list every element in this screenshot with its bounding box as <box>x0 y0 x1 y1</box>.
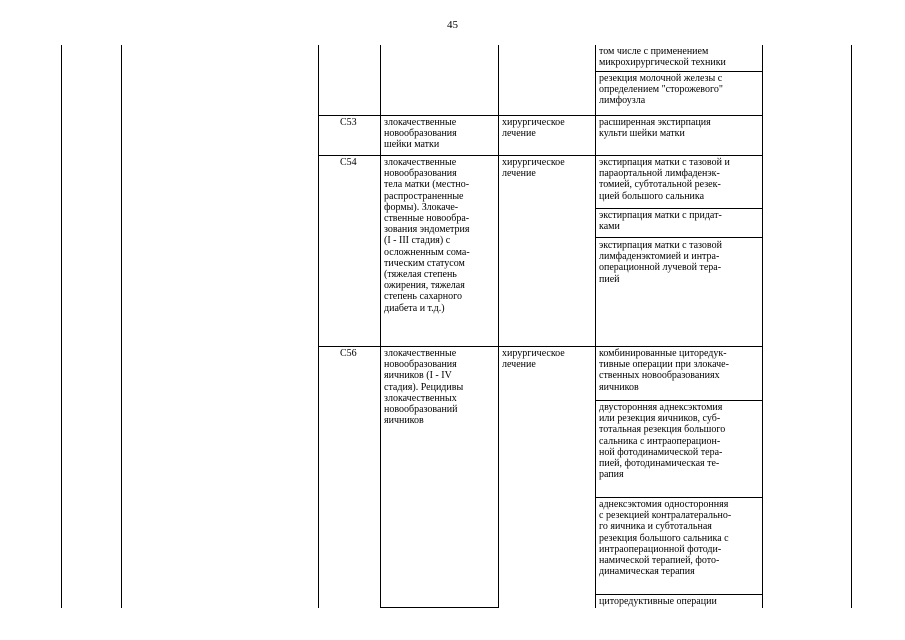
method-rule <box>595 208 762 209</box>
method-cell: резекция молочной железы с определением "сторожевого" лимфоузла <box>599 73 723 107</box>
row-rule <box>318 115 762 116</box>
method-cell: экстирпация матки с придат- ками <box>599 210 722 233</box>
method-cell: расширенная экстирпация культи шейки матки <box>599 117 711 140</box>
method-cell: комбинированные циторедук- тивные операции при злокаче- ственных новообразованиях яичников <box>599 348 729 393</box>
column-rule <box>380 45 381 608</box>
row-rule <box>380 607 498 608</box>
method-rule <box>595 71 762 72</box>
method-rule <box>595 237 762 238</box>
column-rule <box>318 45 319 608</box>
code-cell: C54 <box>340 157 357 168</box>
column-rule <box>121 45 122 608</box>
column-rule <box>61 45 62 608</box>
method-rule <box>595 594 762 595</box>
page-number: 45 <box>447 19 458 31</box>
diagnosis-cell: злокачественные новообразования тела матки (местно- распространенные формы). Злокаче- ственные новообра- зования эндометрия (I - III стадия) с осложненным сома- тическим статусом (тяжелая степень ожирения, тяжелая степень сахарного диабета и т.д.) <box>384 157 470 314</box>
column-rule <box>851 45 852 608</box>
code-cell: C53 <box>340 117 357 128</box>
row-rule <box>318 155 762 156</box>
treatment-cell: хирургическое лечение <box>502 348 565 371</box>
column-rule <box>762 45 763 608</box>
column-rule <box>595 45 596 608</box>
method-cell: том числе с применением микрохирургической техники <box>599 46 726 69</box>
method-cell: экстирпация матки с тазовой и параортальной лимфаденэк- томией, субтотальной резек- цией большого сальника <box>599 157 730 202</box>
diagnosis-cell: злокачественные новообразования шейки матки <box>384 117 457 151</box>
method-cell: циторедуктивные операции <box>599 596 717 607</box>
code-cell: C56 <box>340 348 357 359</box>
method-cell: аднексэктомия односторонняя с резекцией контралатерально- го яичника и субтотальная резекция большого сальника с интраоперационной фотоди- намической терапией, фото- динамическая терапия <box>599 499 732 578</box>
method-cell: двусторонняя аднексэктомия или резекция яичников, суб- тотальная резекция большого сальника с интраоперацион- ной фотодинамической тера- пией, фотодинамическая те- рапия <box>599 402 726 481</box>
method-rule <box>595 497 762 498</box>
method-rule <box>595 400 762 401</box>
method-cell: экстирпация матки с тазовой лимфаденэктомией и интра- операционной лучевой тера- пией <box>599 240 722 285</box>
column-rule <box>498 45 499 608</box>
treatment-cell: хирургическое лечение <box>502 157 565 180</box>
row-rule <box>318 346 762 347</box>
diagnosis-cell: злокачественные новообразования яичников (I - IV стадия). Рецидивы злокачественных новообразований яичников <box>384 348 464 427</box>
treatment-cell: хирургическое лечение <box>502 117 565 140</box>
